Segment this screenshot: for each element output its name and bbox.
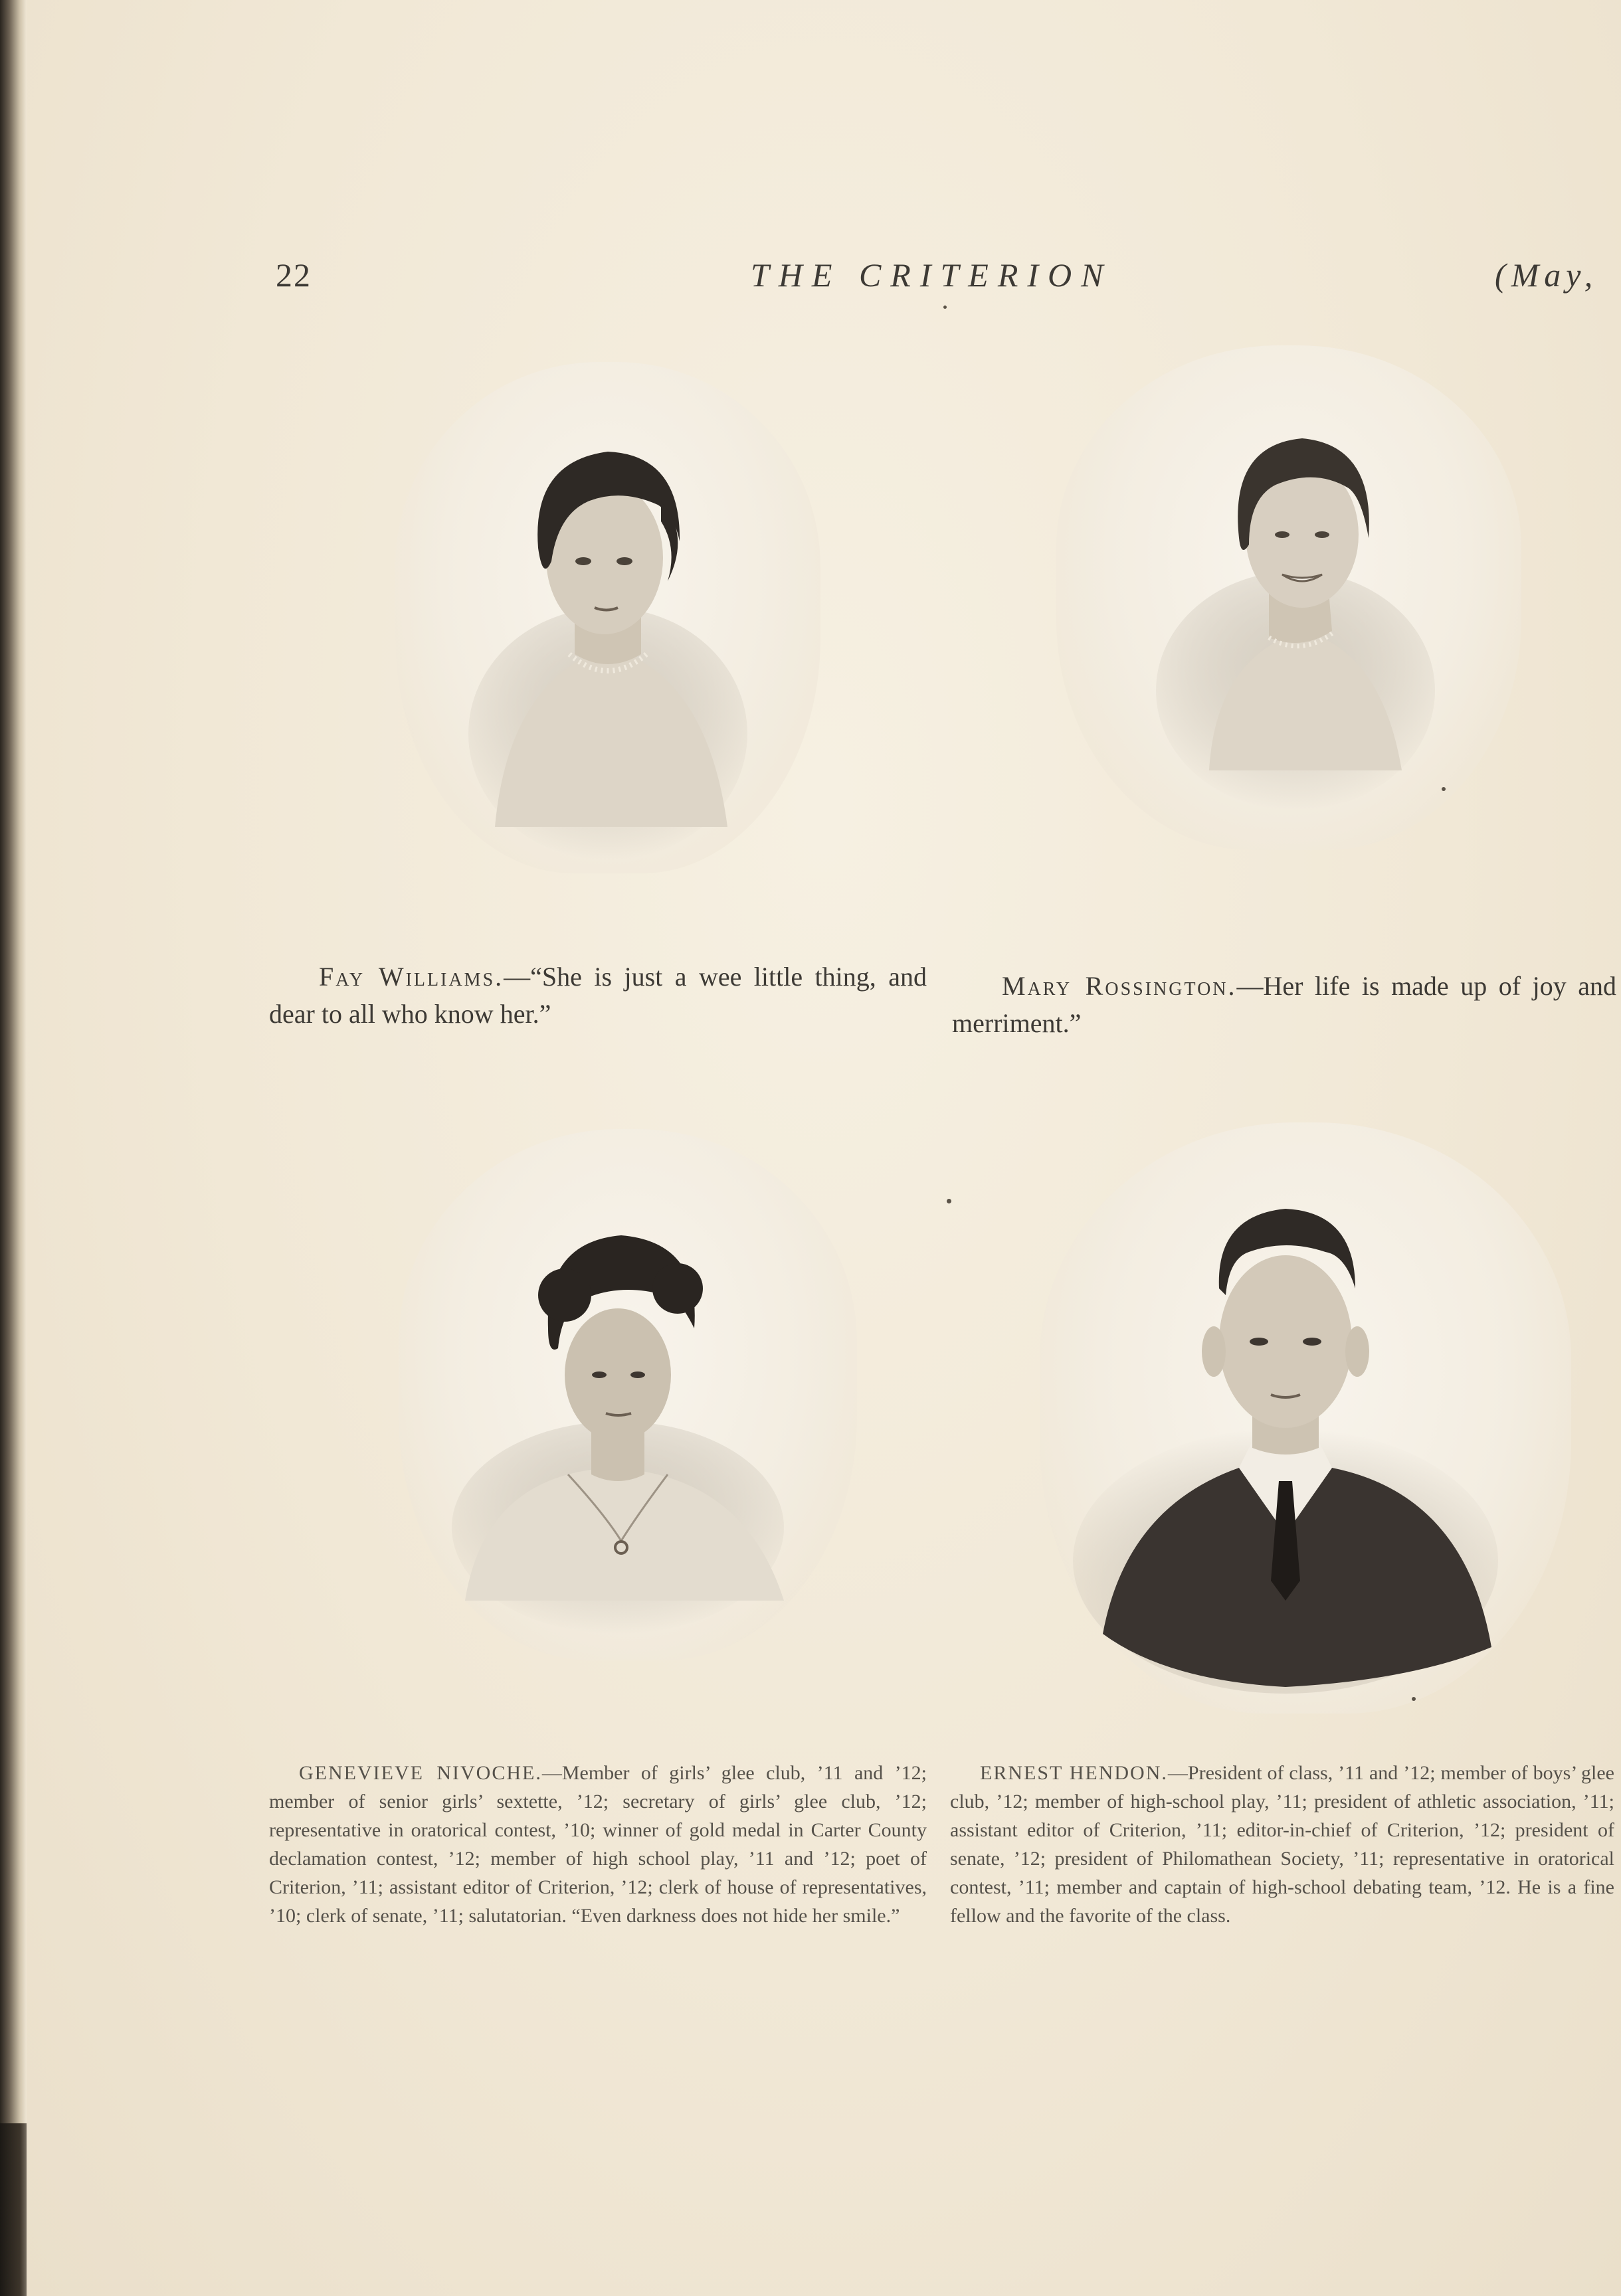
page-number: 22 bbox=[276, 256, 312, 294]
bio-genevieve-nivoche bbox=[269, 1759, 927, 1930]
portrait-photo bbox=[1040, 1122, 1571, 1714]
portrait-photo bbox=[399, 1129, 857, 1660]
portrait-fay-williams bbox=[395, 362, 820, 873]
bio-name: ERNEST HENDON. bbox=[980, 1762, 1168, 1784]
caption-fay-williams bbox=[269, 958, 927, 1033]
issue-month: (May, bbox=[1495, 256, 1598, 294]
bio-ernest-hendon bbox=[950, 1759, 1614, 1930]
print-speck bbox=[947, 1199, 951, 1203]
portrait-mary-rossington bbox=[1056, 345, 1521, 850]
print-speck bbox=[1412, 1697, 1416, 1701]
caption-text: —Her life is made up of joy and merriment.” bbox=[952, 971, 1616, 1038]
portrait-photo bbox=[395, 362, 820, 873]
portrait-photo bbox=[1056, 345, 1521, 850]
book-gutter-shadow bbox=[0, 0, 27, 2296]
print-speck bbox=[943, 306, 947, 309]
caption-mary-rossington bbox=[952, 968, 1616, 1042]
bio-text: —President of class, ’11 and ’12; member of boys’ glee club, ’12; member of high-school play, ’11; president of athletic association, ’11; assistant editor of Criterion, ’11; editor-in-chief of Criterion, ’12; president of senate, ’12; president of Philomathean Society, ’11; representative in oratorical contest, ’11; member and captain of high-school debating team, ’12. He is a fine fellow and the favorite of the class. bbox=[950, 1762, 1614, 1927]
caption-name: Mary Rossington. bbox=[1002, 971, 1237, 1001]
portrait-ernest-hendon bbox=[1040, 1122, 1571, 1714]
bio-text: —Member of girls’ glee club, ’11 and ’12; member of senior girls’ sextette, ’12; secretary of girls’ glee club, ’12; representative in oratorical contest, ’10; winner of gold medal in Carter County declamation contest, ’12; member of high school play, ’11 and ’12; poet of Criterion, ’11; assistant editor of Criterion, ’12; clerk of house of representatives, ’10; clerk of senate, ’11; salutatorian. “Even darkness does not hide her smile.” bbox=[269, 1762, 927, 1927]
print-speck bbox=[1442, 787, 1446, 791]
running-head bbox=[27, 256, 1621, 302]
bio-name: GENEVIEVE NIVOCHE. bbox=[299, 1762, 542, 1784]
journal-title: THE CRITERION bbox=[751, 256, 1113, 294]
scanned-page bbox=[27, 0, 1621, 2296]
caption-text: —“She is just a wee little thing, and dear to all who know her.” bbox=[269, 962, 927, 1029]
portrait-genevieve-nivoche bbox=[399, 1129, 857, 1660]
caption-name: Fay Williams. bbox=[319, 962, 504, 992]
